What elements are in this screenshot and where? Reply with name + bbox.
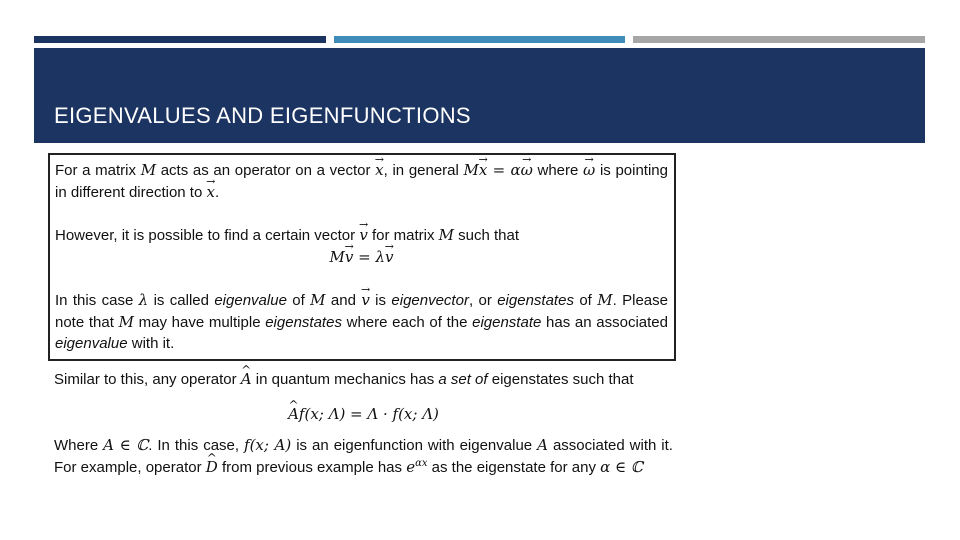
eigen-equation — [55, 247, 668, 269]
text: For a matrix — [55, 162, 141, 179]
slide-body — [48, 153, 676, 478]
emphasis-text: eigenvector — [391, 292, 469, 309]
math-expression: α ∈ ℂ — [600, 457, 643, 476]
emphasis-text: eigenstates — [497, 292, 574, 309]
text: for matrix — [367, 227, 439, 244]
emphasis-text: a set of — [438, 370, 488, 388]
emphasis-text: eigenvalue — [55, 335, 128, 352]
paragraph-eigenfunction-example — [54, 435, 673, 478]
vector-symbol: v → — [359, 225, 367, 247]
text: with it. — [127, 335, 175, 352]
emphasis-text: eigenstates — [265, 313, 342, 331]
math-expression: f(x; A) — [244, 436, 292, 454]
vector-symbol: v → — [345, 247, 353, 269]
paragraph-quantum-operator — [54, 369, 673, 391]
vector-symbol: ω → — [521, 160, 533, 182]
definition-box — [48, 153, 676, 361]
math-symbol: A — [537, 436, 548, 454]
vector-symbol: v → — [361, 290, 369, 312]
text: of — [286, 292, 311, 309]
paragraph-eigenvalue-definition — [55, 290, 668, 355]
eigenfunction-equation — [54, 402, 673, 427]
quantum-section — [48, 361, 676, 479]
math-symbol: M — [438, 226, 454, 244]
vector-symbol: ω → — [583, 160, 595, 182]
math-symbol: M — [140, 161, 157, 179]
vector-symbol: v → — [385, 247, 393, 269]
vector-symbol: x → — [375, 160, 383, 182]
text: However, it is possible to find a certain vector — [55, 227, 360, 244]
text: from previous example has — [217, 458, 407, 476]
text: is pointing in different direction to — [55, 162, 668, 201]
text: is called — [148, 292, 215, 309]
text: In this case — [55, 292, 139, 309]
text: . — [214, 183, 220, 201]
text: associated with it. For example, operator — [54, 437, 673, 476]
title-banner — [34, 48, 925, 143]
text: where — [532, 162, 584, 179]
math-operator: = — [353, 247, 376, 266]
emphasis-text: eigenvalue — [214, 292, 287, 309]
math-symbol: λ — [138, 291, 149, 309]
math-expression: f(x; Λ) = Λ · f(x; Λ) — [298, 405, 439, 423]
accent-bar-blue — [334, 36, 625, 43]
text: , in general — [383, 162, 464, 179]
math-symbol: M — [310, 291, 326, 309]
text: such that — [454, 227, 520, 244]
text: of — [573, 292, 598, 309]
paragraph-certain-vector — [55, 225, 668, 247]
text: is an eigenfunction with eigenvalue — [291, 437, 538, 454]
text: Where — [54, 437, 104, 454]
emphasis-text: eigenstate — [472, 313, 542, 331]
math-exponent: αx — [415, 457, 428, 469]
math-symbol: M — [118, 312, 134, 331]
math-expression: A ∈ ℂ — [103, 436, 149, 454]
math-symbol: α — [510, 161, 521, 179]
text: as the eigenstate for any — [427, 458, 601, 476]
accent-bar-gray — [633, 36, 925, 43]
text: . Please note that — [55, 292, 668, 331]
slide-title: EIGENVALUES AND EIGENFUNCTIONS — [54, 103, 471, 128]
text: , or — [468, 292, 498, 309]
operator-symbol: A ^ — [288, 402, 299, 426]
math-symbol: M — [329, 247, 345, 266]
text: may have multiple — [133, 313, 266, 331]
text: eigenstates such that — [487, 370, 634, 388]
text: has an associated — [541, 313, 668, 331]
text: where each of the — [341, 313, 473, 331]
math-symbol: e — [406, 457, 416, 476]
accent-bar-dark — [34, 36, 326, 43]
text: is — [369, 292, 392, 309]
vector-symbol: x → — [206, 182, 214, 204]
math-symbol: M — [463, 161, 479, 179]
text: Similar to this, any operator — [54, 370, 241, 388]
text: acts as an operator on a vector — [156, 162, 376, 179]
paragraph-matrix-operator — [55, 160, 668, 203]
math-symbol: λ — [375, 247, 385, 266]
text: . In this case, — [148, 437, 245, 454]
vector-symbol: x → — [479, 160, 487, 182]
math-operator: = — [487, 161, 511, 179]
operator-symbol: A ^ — [241, 369, 252, 391]
text: in quantum mechanics has — [251, 370, 439, 388]
text: and — [325, 292, 362, 309]
math-symbol: M — [597, 291, 613, 309]
operator-symbol: D ^ — [206, 457, 218, 479]
